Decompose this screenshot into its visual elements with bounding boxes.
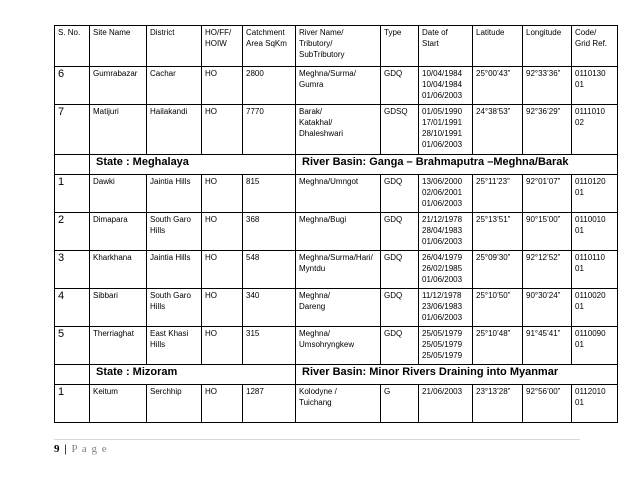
table-cell: Dawki — [90, 175, 147, 213]
table-cell: 10/04/1984 10/04/1984 01/06/2003 — [419, 67, 473, 105]
table-cell: Serchhip — [147, 385, 202, 423]
river-basin-label: River Basin: Ganga – Brahmaputra –Meghna/Barak — [296, 155, 618, 175]
table-cell: 26/04/1979 26/02/1985 01/06/2003 — [419, 251, 473, 289]
table-row — [55, 327, 618, 365]
header-row — [55, 26, 618, 67]
table-cell: 1287 — [243, 385, 296, 423]
table-cell: 0111010 02 — [572, 105, 618, 155]
table-row — [55, 213, 618, 251]
table-cell: HO — [202, 67, 243, 105]
table-cell: GDSQ — [381, 105, 419, 155]
table-cell: GDQ — [381, 289, 419, 327]
table-cell: 0110120 01 — [572, 175, 618, 213]
table-cell: HO — [202, 385, 243, 423]
table-row — [55, 105, 618, 155]
state-name: State : Meghalaya — [90, 155, 296, 175]
table-cell: Meghna/ Dareng — [296, 289, 381, 327]
table-row — [55, 251, 618, 289]
state-row-spacer — [55, 155, 90, 175]
table-cell: Barak/ Katakhal/ Dhaleshwari — [296, 105, 381, 155]
table-cell: HO — [202, 327, 243, 365]
river-basin-label: River Basin: Minor Rivers Draining into Myanmar — [296, 365, 618, 385]
table-cell: 2800 — [243, 67, 296, 105]
page-number: 9 — [54, 443, 61, 455]
header-cell: Code/ Grid Ref. — [572, 26, 618, 67]
table-cell: Dimapara — [90, 213, 147, 251]
table-cell: 0110110 01 — [572, 251, 618, 289]
table-cell: 25°09’30” — [473, 251, 523, 289]
table-cell: Hailakandi — [147, 105, 202, 155]
table-cell: 0110090 01 — [572, 327, 618, 365]
table-cell: GDQ — [381, 251, 419, 289]
table-cell: 0110130 01 — [572, 67, 618, 105]
footer-rule — [54, 439, 580, 440]
page-separator: | — [60, 443, 72, 455]
table-cell: 6 — [55, 67, 90, 105]
table-cell: GDQ — [381, 67, 419, 105]
table-cell: GDQ — [381, 175, 419, 213]
header-cell: Latitude — [473, 26, 523, 67]
table-cell: 7770 — [243, 105, 296, 155]
table-cell: Kolodyne / Tuichang — [296, 385, 381, 423]
table-cell: 23°13’28” — [473, 385, 523, 423]
table-cell: Meghna/Surma/ Gumra — [296, 67, 381, 105]
state-name: State : Mizoram — [90, 365, 296, 385]
table-cell: 3 — [55, 251, 90, 289]
table-cell: 90°15’00” — [523, 213, 572, 251]
header-cell: Date of Start — [419, 26, 473, 67]
table-cell: 340 — [243, 289, 296, 327]
table-cell: South Garo Hills — [147, 289, 202, 327]
table-cell: 21/12/1978 28/04/1983 01/06/2003 — [419, 213, 473, 251]
header-cell: S. No. — [55, 26, 90, 67]
table-cell: 2 — [55, 213, 90, 251]
header-cell: Type — [381, 26, 419, 67]
table-cell: HO — [202, 251, 243, 289]
state-row — [55, 365, 618, 385]
table-cell: Jaintia Hills — [147, 175, 202, 213]
table-cell: Meghna/Bugi — [296, 213, 381, 251]
header-cell: Catchment Area SqKm — [243, 26, 296, 67]
table-row — [55, 289, 618, 327]
table-cell: 7 — [55, 105, 90, 155]
table-cell: Jaintia Hills — [147, 251, 202, 289]
table-cell: Therriaghat — [90, 327, 147, 365]
table-row — [55, 67, 618, 105]
table-cell: Cachar — [147, 67, 202, 105]
table-row — [55, 175, 618, 213]
table-cell: 368 — [243, 213, 296, 251]
table-row — [55, 385, 618, 423]
table-cell: Meghna/Umngot — [296, 175, 381, 213]
table-cell: HO — [202, 213, 243, 251]
state-row — [55, 155, 618, 175]
table-cell: 92°01’07” — [523, 175, 572, 213]
table-cell: 548 — [243, 251, 296, 289]
table-cell: 25°00’43” — [473, 67, 523, 105]
table-cell: Matijuri — [90, 105, 147, 155]
header-cell: District — [147, 26, 202, 67]
table-cell: Sibbari — [90, 289, 147, 327]
table-cell: HO — [202, 175, 243, 213]
table-cell: HO — [202, 289, 243, 327]
table-cell: 92°12’52” — [523, 251, 572, 289]
table-cell: 90°30’24” — [523, 289, 572, 327]
stations-table — [54, 25, 618, 423]
header-cell: Site Name — [90, 26, 147, 67]
table-cell: 24°38’53” — [473, 105, 523, 155]
stations-table-body — [55, 26, 618, 423]
table-cell: 1 — [55, 385, 90, 423]
table-cell: South Garo Hills — [147, 213, 202, 251]
table-cell: 01/05/1990 17/01/1991 28/10/1991 01/06/2003 — [419, 105, 473, 155]
table-cell: 1 — [55, 175, 90, 213]
table-cell: Keitum — [90, 385, 147, 423]
table-cell: 25°11’23” — [473, 175, 523, 213]
table-cell: 815 — [243, 175, 296, 213]
table-cell: 91°45’41” — [523, 327, 572, 365]
table-cell: Gumrabazar — [90, 67, 147, 105]
table-cell: 25°13’51” — [473, 213, 523, 251]
table-cell: 315 — [243, 327, 296, 365]
header-cell: Longitude — [523, 26, 572, 67]
table-cell: 25°10’48” — [473, 327, 523, 365]
table-cell: 25°10’50” — [473, 289, 523, 327]
table-cell: HO — [202, 105, 243, 155]
table-cell: 13/06/2000 02/06/2001 01/06/2003 — [419, 175, 473, 213]
table-cell: G — [381, 385, 419, 423]
table-cell: 0110020 01 — [572, 289, 618, 327]
page-word: P a g e — [71, 443, 108, 455]
table-cell: 5 — [55, 327, 90, 365]
table-cell: 21/06/2003 — [419, 385, 473, 423]
table-cell: 0110010 01 — [572, 213, 618, 251]
table-cell: 0112010 01 — [572, 385, 618, 423]
table-cell: 11/12/1978 23/06/1983 01/06/2003 — [419, 289, 473, 327]
table-cell: Kharkhana — [90, 251, 147, 289]
header-cell: River Name/ Tributory/ SubTributory — [296, 26, 381, 67]
state-row-spacer — [55, 365, 90, 385]
table-cell: Meghna/Surma/Hari/ Myntdu — [296, 251, 381, 289]
table-cell: Meghna/ Umsohryngkew — [296, 327, 381, 365]
table-cell: 92°33’36” — [523, 67, 572, 105]
page-footer — [54, 443, 108, 455]
table-cell: GDQ — [381, 213, 419, 251]
table-cell: 25/05/1979 25/05/1979 25/05/1979 — [419, 327, 473, 365]
table-cell: 4 — [55, 289, 90, 327]
table-cell: GDQ — [381, 327, 419, 365]
table-cell: 92°56’00” — [523, 385, 572, 423]
table-cell: East Khasi Hills — [147, 327, 202, 365]
header-cell: HO/FF/ HOIW — [202, 26, 243, 67]
table-cell: 92°36’29” — [523, 105, 572, 155]
